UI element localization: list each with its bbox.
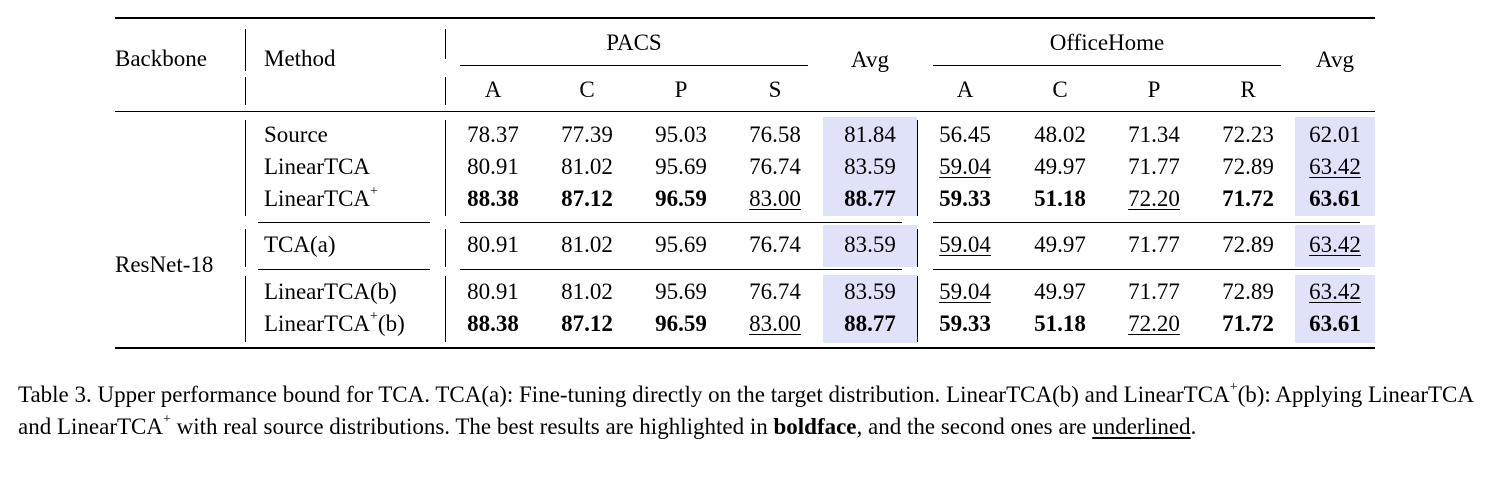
caption-label: Table 3. <box>18 382 92 407</box>
group-rule <box>460 269 902 270</box>
caption-underline-word: underlined <box>1092 414 1191 439</box>
value-cell: 83.00 <box>749 186 801 211</box>
method-name: LinearTCA <box>264 311 371 336</box>
method-cell <box>264 231 336 259</box>
value-cell: 72.89 <box>1222 279 1274 304</box>
method-suffix: (b) <box>377 311 405 336</box>
caption-sup: + <box>162 412 171 428</box>
pacs-avg-vrule <box>917 229 918 267</box>
value-cell: 62.01 <box>1309 122 1361 147</box>
header-officehome: OfficeHome <box>1049 30 1165 55</box>
header-method: Method <box>264 46 336 71</box>
value-cell: 80.91 <box>467 154 519 179</box>
header-avg-officehome: Avg <box>1316 47 1354 72</box>
value-cell: 88.38 <box>467 311 519 336</box>
value-cell: 95.69 <box>655 232 707 257</box>
method-vrule <box>445 120 446 216</box>
value-cell: 71.72 <box>1222 186 1274 211</box>
value-cell: 88.38 <box>467 186 519 211</box>
backbone-vrule <box>245 229 246 267</box>
value-cell: 81.02 <box>561 154 613 179</box>
caption-text: . <box>1190 414 1197 439</box>
group-rule <box>933 222 1360 223</box>
value-cell: 77.39 <box>561 122 613 147</box>
method-name: LinearTCA(b) <box>264 279 397 304</box>
value-cell: 87.12 <box>561 186 613 211</box>
pacs-avg-vrule <box>917 276 918 342</box>
table-caption <box>18 379 1474 443</box>
value-cell: 83.00 <box>749 311 801 336</box>
value-cell: 49.97 <box>1034 232 1086 257</box>
header-backbone: Backbone <box>115 46 207 71</box>
value-cell: 49.97 <box>1034 154 1086 179</box>
value-cell: 95.69 <box>655 279 707 304</box>
group-rule <box>933 269 1360 270</box>
value-cell: 49.97 <box>1034 279 1086 304</box>
caption-sup: + <box>1229 380 1238 396</box>
value-cell: 72.89 <box>1222 232 1274 257</box>
backbone-vrule <box>245 120 246 216</box>
value-cell: 59.04 <box>939 232 991 257</box>
bottom-rule <box>115 347 1375 349</box>
method-cell <box>264 278 397 306</box>
value-cell: 48.02 <box>1034 122 1086 147</box>
value-cell: 88.77 <box>844 311 896 336</box>
value-cell: 80.91 <box>467 279 519 304</box>
caption-text: , and the second ones are <box>856 414 1093 439</box>
method-vrule <box>445 229 446 267</box>
caption-text: with real source distributions. The best results are highlighted in <box>170 414 774 439</box>
header-pacs-col: C <box>579 77 595 102</box>
group-rule <box>460 222 902 223</box>
method-vrule <box>445 77 446 105</box>
method-name: LinearTCA <box>264 154 371 179</box>
value-cell: 76.74 <box>749 279 801 304</box>
value-cell: 71.77 <box>1128 154 1180 179</box>
value-cell: 63.61 <box>1309 186 1361 211</box>
method-cell <box>264 153 370 181</box>
value-cell: 71.34 <box>1128 122 1180 147</box>
header-oh-col: A <box>956 77 974 102</box>
value-cell: 72.23 <box>1222 122 1274 147</box>
value-cell: 96.59 <box>655 186 707 211</box>
method-cell <box>264 121 328 149</box>
value-cell: 63.42 <box>1309 232 1361 257</box>
header-avg-pacs: Avg <box>851 47 889 72</box>
backbone-vrule <box>245 276 246 342</box>
pacs-cmidrule <box>460 65 808 66</box>
value-cell: 59.04 <box>939 154 991 179</box>
value-cell: 72.89 <box>1222 154 1274 179</box>
value-cell: 71.72 <box>1222 311 1274 336</box>
value-cell: 63.42 <box>1309 154 1361 179</box>
value-cell: 95.03 <box>655 122 707 147</box>
value-cell: 88.77 <box>844 186 896 211</box>
value-cell: 71.77 <box>1128 279 1180 304</box>
method-name: TCA(a) <box>264 232 336 257</box>
value-cell: 95.69 <box>655 154 707 179</box>
group-rule <box>258 222 430 223</box>
method-name: LinearTCA <box>264 186 371 211</box>
method-cell <box>264 310 405 338</box>
value-cell: 80.91 <box>467 232 519 257</box>
header-pacs-col: S <box>768 77 782 102</box>
method-name: Source <box>264 122 328 147</box>
header-rule <box>115 111 1375 112</box>
backbone-vrule <box>245 77 246 105</box>
value-cell: 63.61 <box>1309 311 1361 336</box>
value-cell: 72.20 <box>1128 311 1180 336</box>
value-cell: 76.58 <box>749 122 801 147</box>
top-rule <box>115 17 1375 19</box>
method-vrule <box>445 29 446 59</box>
value-cell: 81.02 <box>561 232 613 257</box>
value-cell: 59.33 <box>939 311 991 336</box>
method-sup: + <box>370 309 378 325</box>
caption-text: Upper performance bound for TCA. TCA(a): Fine-tuning directly on the target distribution. LinearTCA(b) and LinearTCA <box>91 382 1230 407</box>
value-cell: 78.37 <box>467 122 519 147</box>
backbone-value: ResNet-18 <box>115 252 214 277</box>
value-cell: 59.33 <box>939 186 991 211</box>
method-sup: + <box>370 184 378 200</box>
value-cell: 81.02 <box>561 279 613 304</box>
value-cell: 72.20 <box>1128 186 1180 211</box>
value-cell: 81.84 <box>844 122 896 147</box>
value-cell: 59.04 <box>939 279 991 304</box>
value-cell: 96.59 <box>655 311 707 336</box>
value-cell: 76.74 <box>749 154 801 179</box>
value-cell: 63.42 <box>1309 279 1361 304</box>
value-cell: 56.45 <box>939 122 991 147</box>
method-cell <box>264 185 378 213</box>
value-cell: 71.77 <box>1128 232 1180 257</box>
header-pacs: PACS <box>606 30 662 55</box>
caption-text: (b): Applying LinearTCA and LinearTCA <box>18 382 1474 439</box>
backbone-vrule <box>245 29 246 71</box>
value-cell: 83.59 <box>844 232 896 257</box>
value-cell: 83.59 <box>844 154 896 179</box>
header-oh-col: R <box>1240 77 1256 102</box>
header-oh-col: C <box>1052 77 1068 102</box>
group-rule <box>258 269 430 270</box>
header-oh-col: P <box>1147 77 1161 102</box>
header-pacs-col: P <box>674 77 688 102</box>
value-cell: 51.18 <box>1034 311 1086 336</box>
officehome-cmidrule <box>933 65 1281 66</box>
pacs-avg-vrule <box>917 120 918 216</box>
method-vrule <box>445 276 446 342</box>
value-cell: 76.74 <box>749 232 801 257</box>
caption-bold-word: boldface <box>773 414 857 439</box>
value-cell: 87.12 <box>561 311 613 336</box>
value-cell: 83.59 <box>844 279 896 304</box>
header-pacs-col: A <box>484 77 502 102</box>
value-cell: 51.18 <box>1034 186 1086 211</box>
